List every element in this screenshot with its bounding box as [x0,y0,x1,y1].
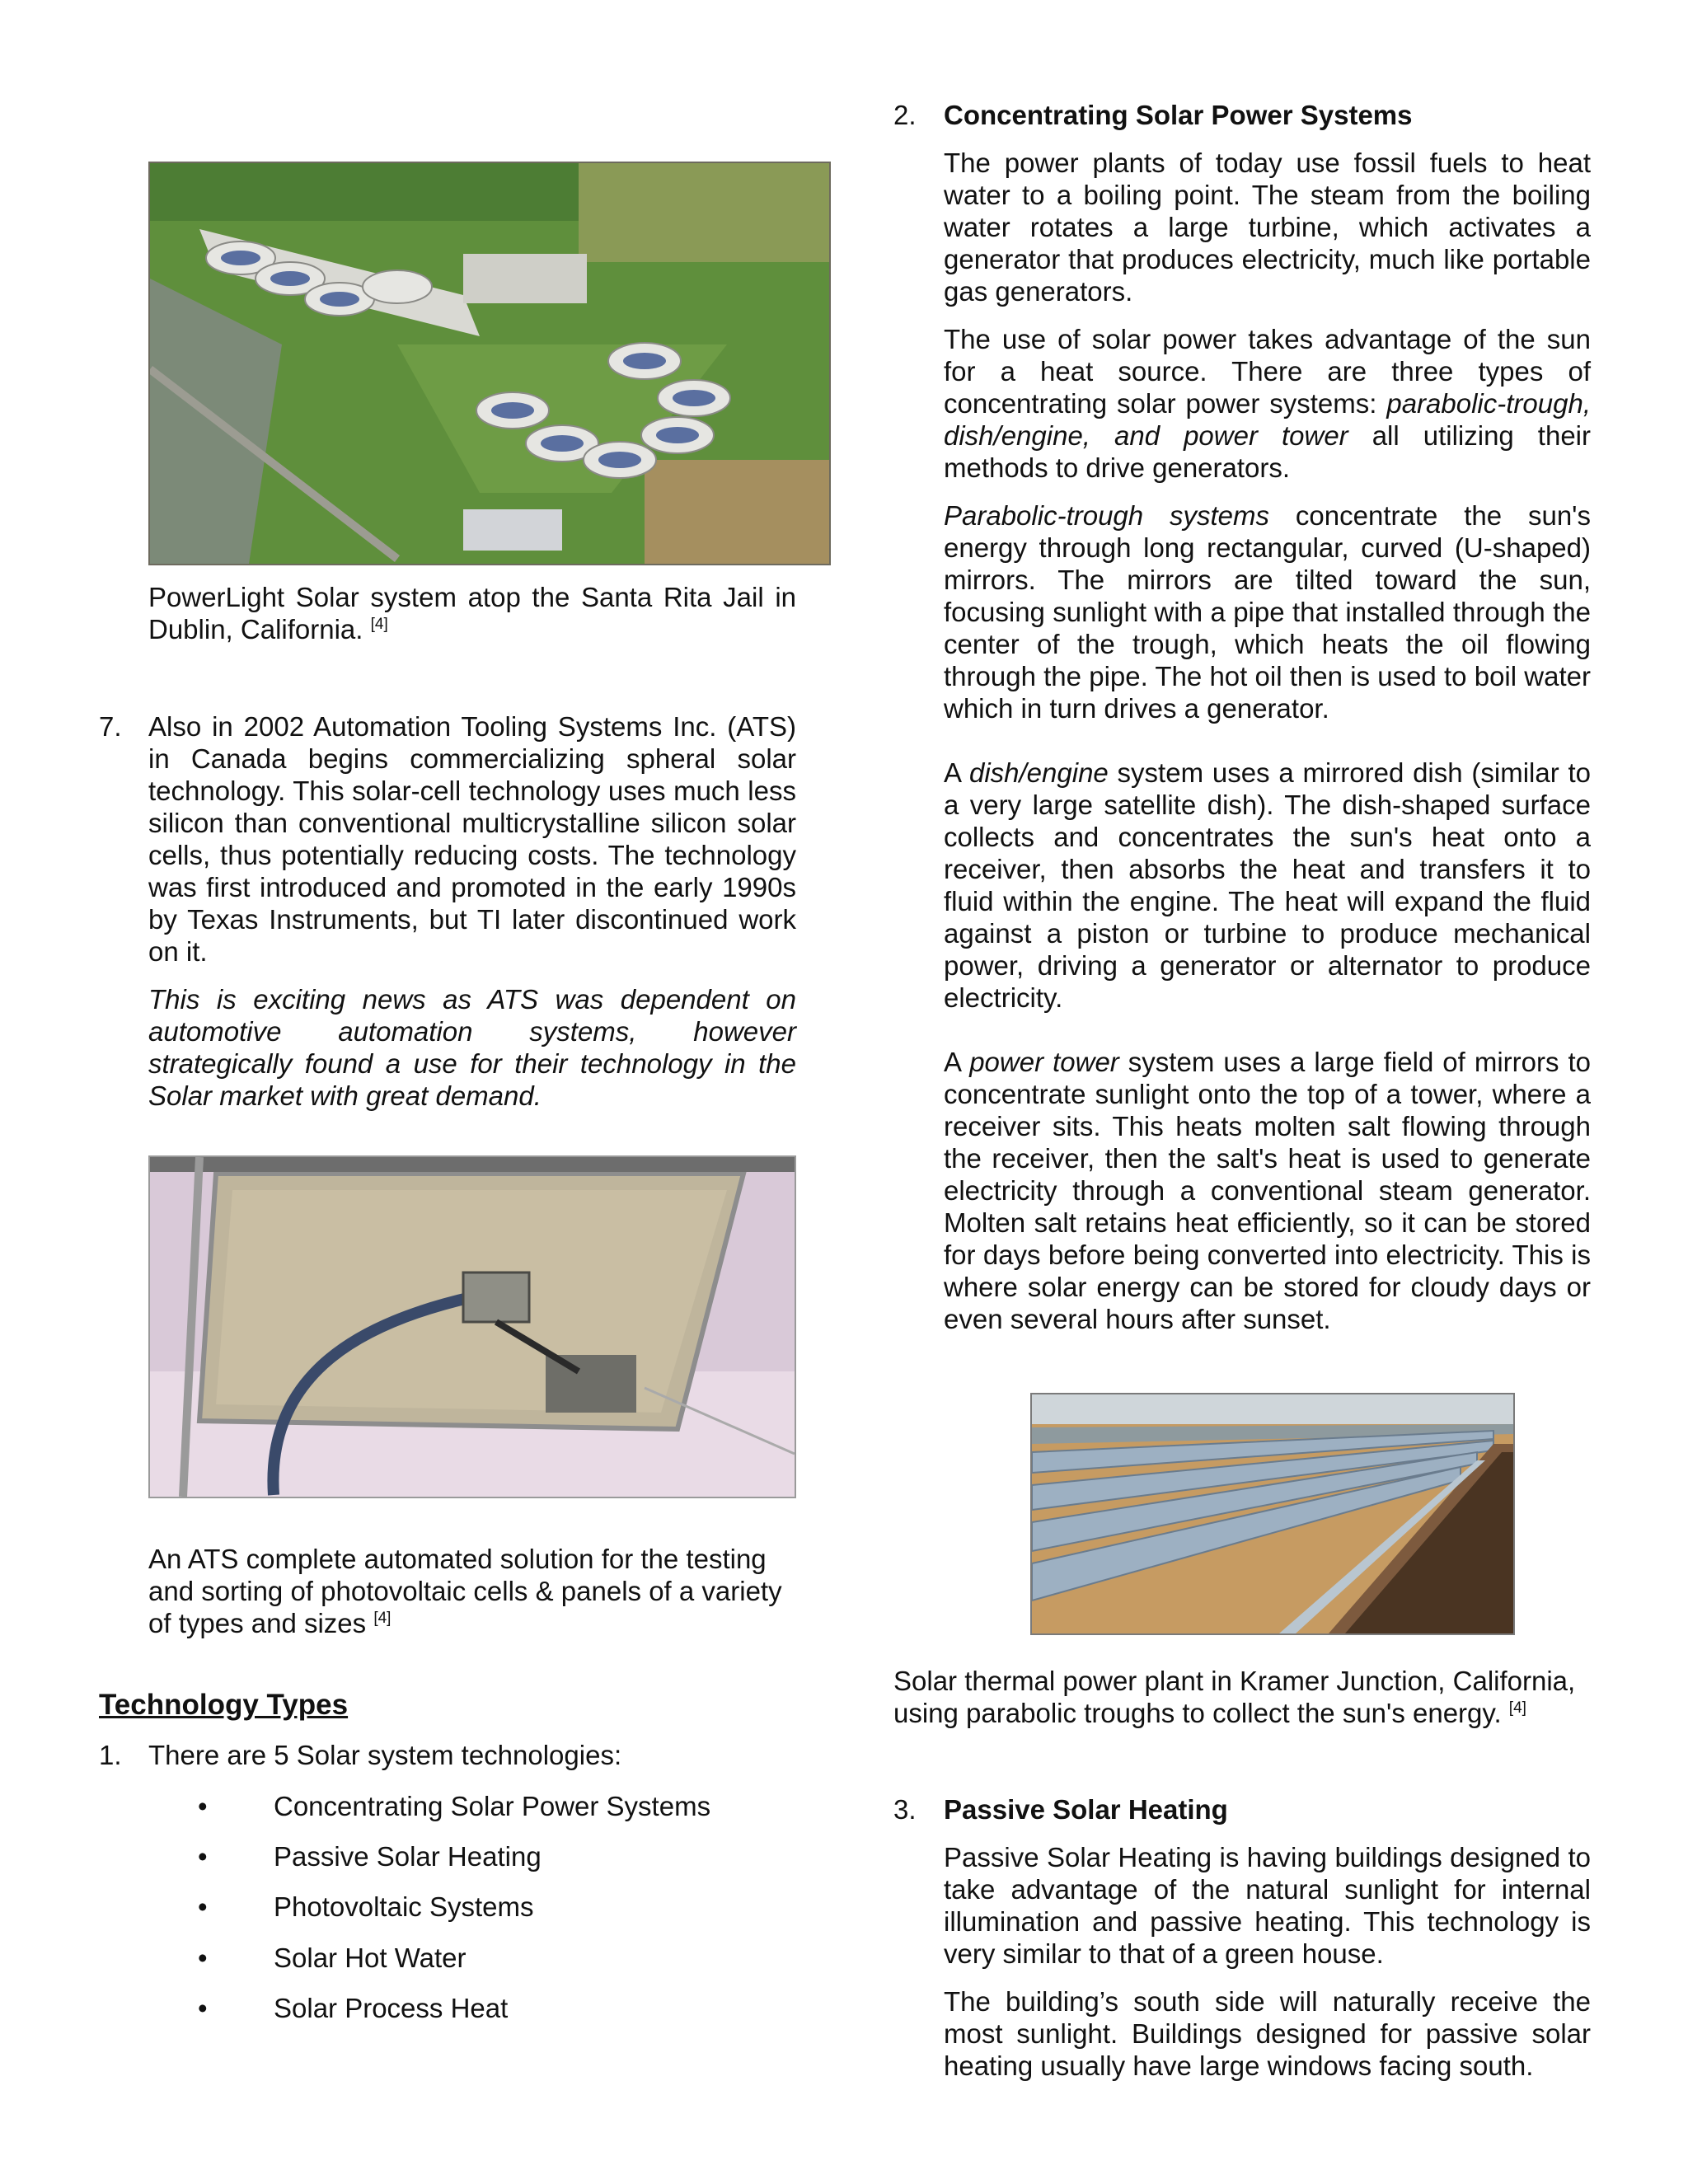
power-tower-paragraph [944,1046,1591,1335]
passive-solar-paragraph-2: The building’s south side will naturally receive the most sunlight. Buildings designed for passive solar heating usually have large windows facing south. [944,1986,1591,2081]
list-number: 7. [99,711,122,742]
bullet-icon: • [198,1993,208,2023]
bullet-text: Solar Process Heat [274,1993,509,2023]
text-run: A [944,757,969,788]
text-run: system uses a mirrored dish (similar to a very large satellite dish). The dish-shaped surface collects and concentrates the sun's heat onto a receiver, then absorbs the heat and transfers it to fluid within the engine. The heat will expand the fluid against a piston or turbine to produce mechanical power, driving a generator or alternator to produce electricity. [944,757,1591,1013]
caption-text: Solar thermal power plant in Kramer Junction, California, using parabolic troughs to collect the sun's energy. [893,1666,1576,1728]
caption-ats [148,1543,796,1639]
list-item [198,1790,710,1822]
text-run: all utilizing their methods to drive generators. [944,420,1591,483]
passive-solar-heading: Passive Solar Heating [944,1794,1228,1825]
reference-marker: [4] [1508,1699,1526,1717]
bullet-text: Passive Solar Heating [274,1841,542,1872]
list-item-7 [99,710,796,1112]
aerial-photo-icon [150,163,829,564]
list-number: 1. [99,1740,122,1770]
santa-rita-jail-photo [148,162,831,565]
dish-engine-paragraph [944,757,1591,1014]
list-item [198,1840,542,1872]
technology-types-heading: Technology Types [99,1689,349,1721]
caption-text: An ATS complete automated solution for the testing and sorting of photovoltaic cells & panels of a variety of types and sizes [148,1544,782,1638]
bullet-icon: • [198,1841,208,1872]
italic-run: Parabolic-trough systems [944,500,1270,531]
list-item [198,1992,508,2024]
italic-run: parabolic-trough, dish/engine, and power tower [944,388,1591,451]
bullet-icon: • [198,1791,208,1821]
list-item-3 [893,1793,1591,2082]
csp-paragraph-1: The power plants of today use fossil fuels to heat water to a boiling point. The steam from the boiling water rotates a large turbine, which activates a generator that produces electricity, much like portable gas generators. [944,148,1591,307]
parabolic-trough-photo-icon [1032,1394,1513,1633]
list-number: 3. [893,1794,917,1825]
caption-kramer-junction [893,1665,1591,1729]
list-item [198,1891,533,1923]
passive-solar-paragraph-1: Passive Solar Heating is having buildings designed to take advantage of the natural sunlight for internal illumination and passive heating. This technology is very similar to that of a green house. [944,1842,1591,1969]
bullet-icon: • [198,1891,208,1922]
reference-marker: [4] [373,1610,392,1627]
text-run: system uses a large field of mirrors to concentrate sunlight onto the top of a tower, where a receiver sits. This heats molten salt flowing through the receiver, then the salt's heat is used to generate electricity through a conventional steam generator. Molten salt retains heat efficiently, so it can be stored for days before being converted into electricity. This is where solar energy can be stored for cloudy days or even several hours after sunset. [944,1047,1592,1334]
section-heading [99,1689,348,1721]
italic-run: dish/engine [968,757,1109,788]
text-run: A [944,1047,970,1077]
parabolic-trough-paragraph [944,499,1591,724]
lab-equipment-photo-icon [150,1157,795,1497]
bullet-text: Concentrating Solar Power Systems [274,1791,711,1821]
text-run: concentrate the sun's energy through long rectangular, curved (U-shaped) mirrors. The mirrors are tilted toward the sun, focusing sunlight with a pipe that installed through the center of the trough, which heats the oil flowing through the pipe. The hot oil then is used to boil water which in turn drives a generator. [944,500,1591,724]
list-item-1 [99,1739,796,1771]
kramer-junction-photo [1030,1393,1515,1635]
italic-run: power tower [969,1047,1119,1077]
list-item-2 [893,99,1591,1335]
list-number: 2. [893,100,917,130]
caption-santa-rita [148,581,796,645]
bullet-text: Photovoltaic Systems [274,1891,534,1922]
bullet-text: Solar Hot Water [274,1943,467,1973]
caption-text: PowerLight Solar system atop the Santa Rita Jail in Dublin, California. [148,582,796,644]
ats-commentary: This is exciting news as ATS was dependent on automotive automation systems, however strategically found a use for their technology in the Solar market with great demand. [148,984,796,1111]
text-run: The use of solar power takes advantage of the sun for a heat source. There are three types of concentrating solar power systems: [944,324,1591,419]
csp-paragraph-2 [944,323,1591,484]
csp-heading: Concentrating Solar Power Systems [944,100,1413,130]
ats-equipment-photo [148,1155,796,1498]
ats-paragraph: Also in 2002 Automation Tooling Systems Inc. (ATS) in Canada begins commercializing spheral solar technology. This solar-cell technology uses much less silicon than conventional multicrystalline silicon solar cells, thus potentially reducing costs. The technology was first introduced and promoted in the early 1990s by Texas Instruments, but TI later discontinued work on it. [148,711,796,967]
technologies-intro: There are 5 Solar system technologies: [148,1740,622,1770]
list-item [198,1942,467,1974]
bullet-icon: • [198,1943,208,1973]
reference-marker: [4] [370,616,388,633]
